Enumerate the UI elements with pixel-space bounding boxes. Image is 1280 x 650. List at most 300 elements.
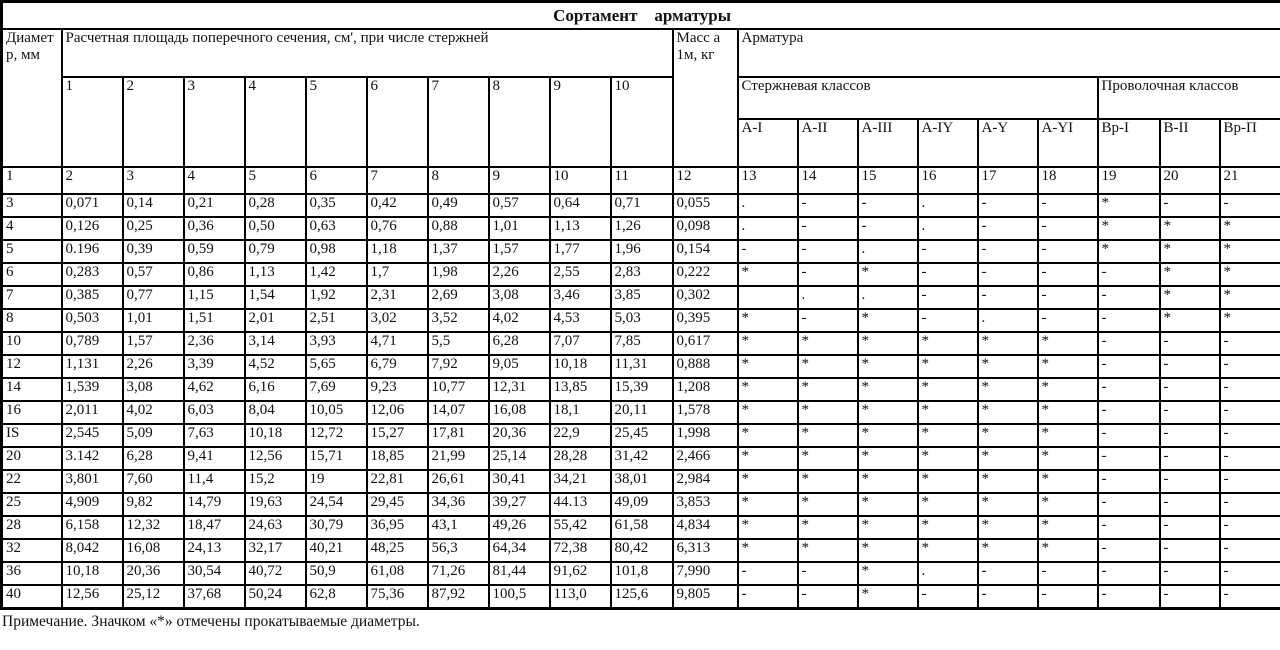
area-cell: 18,1 xyxy=(550,401,611,424)
class-mark-cell: * xyxy=(1038,493,1098,516)
area-cell: 1,54 xyxy=(245,286,306,309)
class-mark-cell: * xyxy=(858,470,918,493)
class-mark-cell: * xyxy=(1098,217,1160,240)
mass-cell: 1,208 xyxy=(673,378,738,401)
area-cell: 2,83 xyxy=(611,263,673,286)
class-mark-cell: * xyxy=(858,516,918,539)
diameter-cell: 6 xyxy=(2,263,62,286)
area-cell: 0,64 xyxy=(550,194,611,217)
mass-cell: 9,805 xyxy=(673,585,738,609)
area-cell: 10,77 xyxy=(428,378,489,401)
area-cell: 7,92 xyxy=(428,355,489,378)
column-number-header: 7 xyxy=(367,167,428,194)
table-row xyxy=(2,424,1280,447)
area-cell: 9,41 xyxy=(184,447,245,470)
class-mark-cell: . xyxy=(798,286,858,309)
bar-count-header: 9 xyxy=(550,77,611,167)
class-mark-cell: * xyxy=(918,516,978,539)
class-mark-cell: * xyxy=(858,585,918,609)
class-mark-cell: * xyxy=(978,493,1038,516)
class-mark-cell: - xyxy=(918,309,978,332)
class-mark-cell: * xyxy=(1160,263,1220,286)
area-cell: 0,071 xyxy=(62,194,123,217)
area-cell: 4,62 xyxy=(184,378,245,401)
footnote: Примечание. Значком «*» отмечены прокатываемые диаметры. xyxy=(2,613,420,630)
area-cell: 12,56 xyxy=(245,447,306,470)
area-cell: 1,13 xyxy=(550,217,611,240)
class-mark-cell: - xyxy=(1038,562,1098,585)
class-mark-cell: - xyxy=(1160,539,1220,562)
column-number-header: 15 xyxy=(858,167,918,194)
class-mark-cell: * xyxy=(1038,401,1098,424)
area-cell: 38,01 xyxy=(611,470,673,493)
area-cell: 26,61 xyxy=(428,470,489,493)
mass-cell: 0,395 xyxy=(673,309,738,332)
class-mark-cell: * xyxy=(1038,332,1098,355)
class-mark-cell: * xyxy=(858,332,918,355)
class-mark-cell: * xyxy=(858,263,918,286)
area-cell: 0,57 xyxy=(489,194,550,217)
area-cell: 6,158 xyxy=(62,516,123,539)
area-cell: 1,01 xyxy=(489,217,550,240)
column-number-header: 5 xyxy=(245,167,306,194)
column-number-header: 3 xyxy=(123,167,184,194)
area-cell: 10,05 xyxy=(306,401,367,424)
diameter-cell: 10 xyxy=(2,332,62,355)
area-cell: 8,042 xyxy=(62,539,123,562)
class-mark-cell: - xyxy=(1220,585,1280,609)
area-cell: 6,79 xyxy=(367,355,428,378)
column-number-header: 8 xyxy=(428,167,489,194)
mass-cell: 0,055 xyxy=(673,194,738,217)
bar-count-header: 8 xyxy=(489,77,550,167)
class-mark-cell: * xyxy=(738,470,798,493)
area-cell: 5,5 xyxy=(428,332,489,355)
class-mark-cell: . xyxy=(918,217,978,240)
diameter-cell: IS xyxy=(2,424,62,447)
class-mark-cell: - xyxy=(1220,562,1280,585)
class-mark-cell: * xyxy=(798,539,858,562)
area-cell: 80,42 xyxy=(611,539,673,562)
area-cell: 31,42 xyxy=(611,447,673,470)
class-mark-cell: - xyxy=(1098,424,1160,447)
area-cell: 81,44 xyxy=(489,562,550,585)
class-mark-cell: * xyxy=(1220,217,1280,240)
area-cell: 0,14 xyxy=(123,194,184,217)
diameter-cell: 28 xyxy=(2,516,62,539)
column-number-header: 1 xyxy=(2,167,62,194)
diameter-cell: 7 xyxy=(2,286,62,309)
area-cell: 32,17 xyxy=(245,539,306,562)
class-label-header: А-I xyxy=(738,119,798,167)
area-cell: 0,789 xyxy=(62,332,123,355)
class-mark-cell: * xyxy=(918,355,978,378)
area-cell: 36,95 xyxy=(367,516,428,539)
area-cell: 0,77 xyxy=(123,286,184,309)
area-cell: 6,28 xyxy=(489,332,550,355)
diameter-cell: 12 xyxy=(2,355,62,378)
area-cell: 40,72 xyxy=(245,562,306,585)
class-mark-cell: - xyxy=(1098,286,1160,309)
class-mark-cell: - xyxy=(1098,332,1160,355)
class-mark-cell: - xyxy=(798,240,858,263)
table-row xyxy=(2,585,1280,609)
table-row xyxy=(2,447,1280,470)
class-mark-cell: - xyxy=(1160,401,1220,424)
class-mark-cell: * xyxy=(798,493,858,516)
header-row-subgroups xyxy=(2,77,1280,119)
class-mark-cell: - xyxy=(1160,585,1220,609)
area-cell: 0,49 xyxy=(428,194,489,217)
area-cell: 0,42 xyxy=(367,194,428,217)
column-number-header: 2 xyxy=(62,167,123,194)
mass-cell: 2,984 xyxy=(673,470,738,493)
class-mark-cell: * xyxy=(978,516,1038,539)
area-cell: 1,131 xyxy=(62,355,123,378)
class-mark-cell: - xyxy=(1160,378,1220,401)
class-mark-cell: * xyxy=(858,493,918,516)
area-cell: 6,03 xyxy=(184,401,245,424)
class-mark-cell: - xyxy=(1098,470,1160,493)
area-cell: 3,39 xyxy=(184,355,245,378)
area-cell: 24,63 xyxy=(245,516,306,539)
area-cell: 2,51 xyxy=(306,309,367,332)
class-mark-cell: - xyxy=(918,286,978,309)
area-cell: 39,27 xyxy=(489,493,550,516)
class-mark-cell: * xyxy=(738,263,798,286)
class-mark-cell: * xyxy=(1160,309,1220,332)
area-cell: 2,26 xyxy=(489,263,550,286)
area-cell: 0,39 xyxy=(123,240,184,263)
area-cell: 55,42 xyxy=(550,516,611,539)
area-cell: 3,08 xyxy=(489,286,550,309)
class-mark-cell: * xyxy=(978,401,1038,424)
class-mark-cell: * xyxy=(978,424,1038,447)
class-mark-cell: * xyxy=(858,562,918,585)
area-cell: 0,59 xyxy=(184,240,245,263)
class-mark-cell: * xyxy=(738,424,798,447)
table-row xyxy=(2,516,1280,539)
area-cell: 3,52 xyxy=(428,309,489,332)
class-label-header: Вр-I xyxy=(1098,119,1160,167)
area-cell: 0,76 xyxy=(367,217,428,240)
diameter-cell: 32 xyxy=(2,539,62,562)
column-number-header: 4 xyxy=(184,167,245,194)
area-cell: 87,92 xyxy=(428,585,489,609)
area-cell: 12,06 xyxy=(367,401,428,424)
rebar-group-header: Арматура xyxy=(738,29,1280,77)
header-row-column-numbers xyxy=(2,167,1280,194)
diameter-header: Диаметр, мм xyxy=(2,29,62,167)
column-number-header: 14 xyxy=(798,167,858,194)
table-row xyxy=(2,194,1280,217)
column-number-header: 13 xyxy=(738,167,798,194)
class-mark-cell: - xyxy=(1160,447,1220,470)
class-mark-cell: - xyxy=(738,240,798,263)
area-cell: 10,18 xyxy=(62,562,123,585)
column-number-header: 11 xyxy=(611,167,673,194)
table-row xyxy=(2,470,1280,493)
class-mark-cell: * xyxy=(798,332,858,355)
bar-count-header: 5 xyxy=(306,77,367,167)
class-mark-cell: * xyxy=(738,378,798,401)
class-mark-cell: * xyxy=(978,355,1038,378)
table-row xyxy=(2,562,1280,585)
area-cell: 1,57 xyxy=(489,240,550,263)
area-cell: 15,27 xyxy=(367,424,428,447)
bar-count-header: 4 xyxy=(245,77,306,167)
area-cell: 12,32 xyxy=(123,516,184,539)
class-mark-cell: * xyxy=(918,470,978,493)
bar-count-header: 10 xyxy=(611,77,673,167)
table-row xyxy=(2,240,1280,263)
area-cell: 0,63 xyxy=(306,217,367,240)
class-mark-cell: * xyxy=(1038,516,1098,539)
class-mark-cell: * xyxy=(858,539,918,562)
area-cell: 16,08 xyxy=(489,401,550,424)
class-mark-cell: * xyxy=(1038,470,1098,493)
class-mark-cell: - xyxy=(978,286,1038,309)
diameter-cell: 5 xyxy=(2,240,62,263)
area-cell: 1,37 xyxy=(428,240,489,263)
area-cell: 3,02 xyxy=(367,309,428,332)
area-cell: 12,31 xyxy=(489,378,550,401)
mass-cell: 1,578 xyxy=(673,401,738,424)
class-mark-cell: * xyxy=(738,493,798,516)
area-cell: 1,57 xyxy=(123,332,184,355)
class-mark-cell: - xyxy=(978,194,1038,217)
class-mark-cell: * xyxy=(1038,378,1098,401)
area-cell: 50,9 xyxy=(306,562,367,585)
area-cell: 100,5 xyxy=(489,585,550,609)
class-mark-cell: - xyxy=(1160,194,1220,217)
area-cell: 3,85 xyxy=(611,286,673,309)
diameter-cell: 8 xyxy=(2,309,62,332)
area-cell: 1,18 xyxy=(367,240,428,263)
area-cell: 34,21 xyxy=(550,470,611,493)
area-cell: 24,13 xyxy=(184,539,245,562)
area-cell: 48,25 xyxy=(367,539,428,562)
area-cell: 50,24 xyxy=(245,585,306,609)
diameter-cell: 22 xyxy=(2,470,62,493)
class-mark-cell: * xyxy=(858,378,918,401)
area-cell: 113,0 xyxy=(550,585,611,609)
class-mark-cell: - xyxy=(738,562,798,585)
table-row xyxy=(2,263,1280,286)
class-mark-cell: - xyxy=(1160,562,1220,585)
area-cell: 40,21 xyxy=(306,539,367,562)
diameter-cell: 25 xyxy=(2,493,62,516)
area-cell: 4,02 xyxy=(123,401,184,424)
area-cell: 12,72 xyxy=(306,424,367,447)
area-cell: 101,8 xyxy=(611,562,673,585)
area-cell: 3,93 xyxy=(306,332,367,355)
area-cell: 0,28 xyxy=(245,194,306,217)
area-cell: 71,26 xyxy=(428,562,489,585)
mass-cell: 7,990 xyxy=(673,562,738,585)
area-cell: 22,81 xyxy=(367,470,428,493)
area-cell: 7,07 xyxy=(550,332,611,355)
class-mark-cell: - xyxy=(1220,194,1280,217)
area-cell: 1,26 xyxy=(611,217,673,240)
class-mark-cell: * xyxy=(1038,447,1098,470)
class-mark-cell: - xyxy=(1038,217,1098,240)
table-row xyxy=(2,493,1280,516)
class-mark-cell: - xyxy=(978,562,1038,585)
class-mark-cell: - xyxy=(1220,470,1280,493)
class-mark-cell: . xyxy=(978,309,1038,332)
class-mark-cell xyxy=(738,286,798,309)
mass-cell: 2,466 xyxy=(673,447,738,470)
area-cell: 2,26 xyxy=(123,355,184,378)
area-cell: 1,98 xyxy=(428,263,489,286)
area-cell: 34,36 xyxy=(428,493,489,516)
area-cell: 2,011 xyxy=(62,401,123,424)
class-mark-cell: . xyxy=(858,286,918,309)
class-mark-cell: * xyxy=(738,401,798,424)
class-mark-cell: - xyxy=(1220,424,1280,447)
area-cell: 37,68 xyxy=(184,585,245,609)
bar-count-header: 1 xyxy=(62,77,123,167)
class-mark-cell: - xyxy=(798,263,858,286)
area-cell: 1,7 xyxy=(367,263,428,286)
class-label-header: А-YI xyxy=(1038,119,1098,167)
class-mark-cell: * xyxy=(1160,217,1220,240)
page-title: Сортамент арматуры xyxy=(2,2,1280,30)
area-cell: 30,79 xyxy=(306,516,367,539)
class-mark-cell: * xyxy=(798,355,858,378)
column-number-header: 9 xyxy=(489,167,550,194)
class-label-header: В-II xyxy=(1160,119,1220,167)
area-cell: 3,801 xyxy=(62,470,123,493)
area-cell: 0,79 xyxy=(245,240,306,263)
area-cell: 0,503 xyxy=(62,309,123,332)
area-cell: 20,36 xyxy=(123,562,184,585)
area-cell: 49,09 xyxy=(611,493,673,516)
area-cell: 5,65 xyxy=(306,355,367,378)
area-cell: 30,41 xyxy=(489,470,550,493)
class-mark-cell: * xyxy=(978,332,1038,355)
area-cell: 4,909 xyxy=(62,493,123,516)
area-cell: 0,36 xyxy=(184,217,245,240)
class-mark-cell: - xyxy=(1098,309,1160,332)
area-cell: 25,45 xyxy=(611,424,673,447)
class-label-header: А-IY xyxy=(918,119,978,167)
area-cell: 1,13 xyxy=(245,263,306,286)
class-mark-cell: - xyxy=(918,240,978,263)
area-cell: 10,18 xyxy=(245,424,306,447)
class-mark-cell: - xyxy=(1098,585,1160,609)
class-mark-cell: * xyxy=(798,470,858,493)
column-number-header: 20 xyxy=(1160,167,1220,194)
wire-classes-group-header: Проволочная классов xyxy=(1098,77,1280,119)
class-mark-cell: - xyxy=(1160,516,1220,539)
class-mark-cell: * xyxy=(858,447,918,470)
class-mark-cell: - xyxy=(1098,493,1160,516)
area-cell: 10,18 xyxy=(550,355,611,378)
area-cell: 1,77 xyxy=(550,240,611,263)
area-cell: 0,25 xyxy=(123,217,184,240)
area-cell: 9,05 xyxy=(489,355,550,378)
area-cell: 1,96 xyxy=(611,240,673,263)
area-cell: 64,34 xyxy=(489,539,550,562)
class-mark-cell: * xyxy=(858,401,918,424)
column-number-header: 17 xyxy=(978,167,1038,194)
area-cell: 25,14 xyxy=(489,447,550,470)
area-cell: 0,57 xyxy=(123,263,184,286)
class-mark-cell: . xyxy=(918,194,978,217)
table-row xyxy=(2,332,1280,355)
area-cell: 44.13 xyxy=(550,493,611,516)
area-cell: 12,56 xyxy=(62,585,123,609)
area-cell: 4,02 xyxy=(489,309,550,332)
class-mark-cell: * xyxy=(918,493,978,516)
class-mark-cell: - xyxy=(1160,424,1220,447)
area-cell: 1,01 xyxy=(123,309,184,332)
bar-count-header: 7 xyxy=(428,77,489,167)
class-mark-cell: - xyxy=(1098,401,1160,424)
mass-cell: 0,302 xyxy=(673,286,738,309)
area-cell: 2,36 xyxy=(184,332,245,355)
diameter-cell: 3 xyxy=(2,194,62,217)
diameter-cell: 16 xyxy=(2,401,62,424)
area-cell: 17,81 xyxy=(428,424,489,447)
area-cell: 29,45 xyxy=(367,493,428,516)
area-cell: 3.142 xyxy=(62,447,123,470)
column-number-header: 21 xyxy=(1220,167,1280,194)
area-cell: 9,82 xyxy=(123,493,184,516)
class-mark-cell: * xyxy=(798,516,858,539)
table-row xyxy=(2,355,1280,378)
area-cell: 75,36 xyxy=(367,585,428,609)
class-mark-cell: - xyxy=(1220,378,1280,401)
area-cell: 0,86 xyxy=(184,263,245,286)
class-mark-cell: - xyxy=(1160,493,1220,516)
area-cell: 13,85 xyxy=(550,378,611,401)
class-mark-cell: * xyxy=(858,355,918,378)
area-cell: 3,08 xyxy=(123,378,184,401)
table-row xyxy=(2,401,1280,424)
class-mark-cell: - xyxy=(1098,263,1160,286)
class-mark-cell: - xyxy=(798,562,858,585)
area-cell: 5,03 xyxy=(611,309,673,332)
area-cell: 28,28 xyxy=(550,447,611,470)
area-cell: 91,62 xyxy=(550,562,611,585)
area-cell: 61,08 xyxy=(367,562,428,585)
class-mark-cell: - xyxy=(1038,194,1098,217)
area-cell: 0,50 xyxy=(245,217,306,240)
class-mark-cell: * xyxy=(1220,286,1280,309)
class-mark-cell: * xyxy=(1038,424,1098,447)
title-row xyxy=(2,2,1280,30)
mass-cell: 1,998 xyxy=(673,424,738,447)
mass-cell: 0,098 xyxy=(673,217,738,240)
class-mark-cell: * xyxy=(918,539,978,562)
class-mark-cell: - xyxy=(1098,378,1160,401)
column-number-header: 10 xyxy=(550,167,611,194)
column-number-header: 12 xyxy=(673,167,738,194)
class-mark-cell: * xyxy=(738,309,798,332)
table-row xyxy=(2,378,1280,401)
class-mark-cell: * xyxy=(978,378,1038,401)
area-cell: 49,26 xyxy=(489,516,550,539)
area-cell: 43,1 xyxy=(428,516,489,539)
class-mark-cell: * xyxy=(738,332,798,355)
class-mark-cell: * xyxy=(738,539,798,562)
area-cell: 24,54 xyxy=(306,493,367,516)
class-mark-cell: * xyxy=(1038,539,1098,562)
area-cell: 9,23 xyxy=(367,378,428,401)
